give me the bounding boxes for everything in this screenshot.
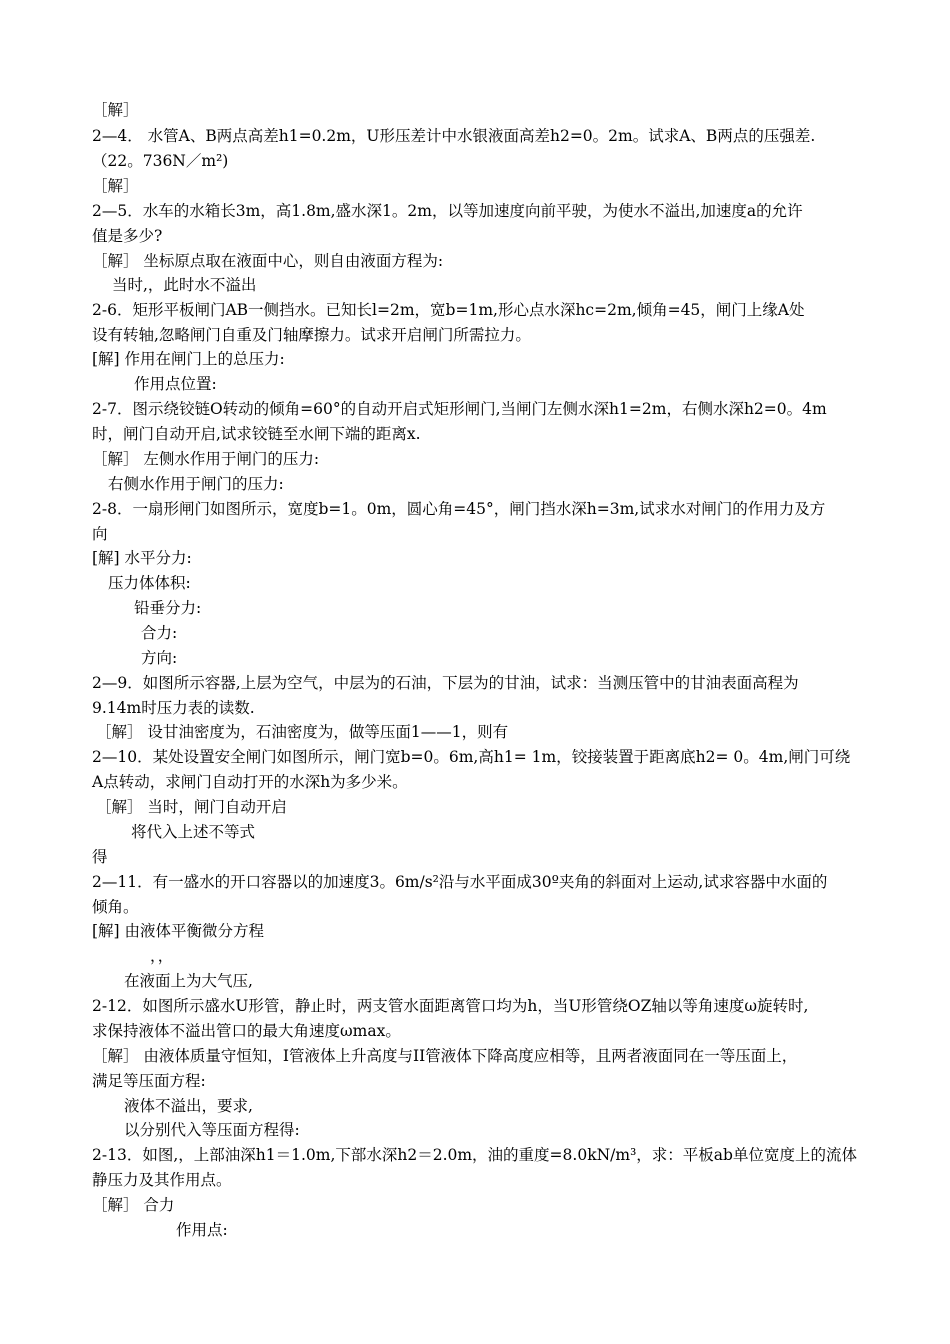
text-line: 2—11．有一盛水的开口容器以的加速度3。6m/s²沿与水平面成30º夹角的斜面对上运动,试求容器中水面的 bbox=[92, 873, 828, 891]
text-line: ［解］ 当时，闸门自动开启 bbox=[96, 798, 287, 816]
text-line: 2-12．如图所示盛水U形管，静止时，两支管水面距离管口均为h，当U形管绕OZ轴以等角速度ω旋转时, bbox=[92, 997, 809, 1015]
text-line: ［解］ 左侧水作用于闸门的压力: bbox=[92, 450, 320, 468]
text-line: ［解］ bbox=[92, 101, 139, 119]
text-line: 设有转轴,忽略闸门自重及门轴摩擦力。试求开启闸门所需拉力。 bbox=[92, 326, 531, 344]
text-line: 值是多少? bbox=[92, 227, 163, 245]
text-line: 时，闸门自动开启,试求铰链至水闸下端的距离x. bbox=[92, 425, 421, 443]
text-line: [解] 作用在闸门上的总压力: bbox=[92, 350, 285, 368]
text-line: 静压力及其作用点。 bbox=[92, 1171, 232, 1189]
text-line: 9.14m时压力表的读数. bbox=[92, 699, 255, 717]
text-line: 向 bbox=[92, 525, 108, 543]
text-line: 倾角。 bbox=[92, 898, 139, 916]
text-line: 2-8．一扇形闸门如图所示，宽度b=1。0m，圆心角=45°，闸门挡水深h=3m,试求水对闸门的作用力及方 bbox=[92, 500, 826, 518]
text-line: 作用点: bbox=[176, 1221, 228, 1239]
text-line: 满足等压面方程: bbox=[92, 1072, 206, 1090]
text-line: 合力: bbox=[141, 624, 178, 642]
text-line: ［解］ 设甘油密度为，石油密度为，做等压面1——1，则有 bbox=[96, 723, 509, 741]
text-line: 2-13．如图,，上部油深h1＝1.0m,下部水深h2＝2.0m，油的重度=8.0kN/m³，求：平板ab单位宽度上的流体 bbox=[92, 1146, 857, 1164]
text-line: ［解］ bbox=[92, 177, 139, 195]
text-line: ［解］ 合力 bbox=[92, 1196, 175, 1214]
text-line: ［解］ 坐标原点取在液面中心，则自由液面方程为: bbox=[92, 252, 444, 270]
text-line: A点转动，求闸门自动打开的水深h为多少米。 bbox=[92, 773, 408, 791]
text-line: 求保持液体不溢出管口的最大角速度ωmax。 bbox=[92, 1022, 401, 1040]
text-line: 压力体体积: bbox=[108, 574, 191, 592]
text-line: 右侧水作用于闸门的压力: bbox=[108, 475, 284, 493]
text-line: [解] 由液体平衡微分方程 bbox=[92, 922, 265, 940]
text-line: 2-7．图示绕铰链O转动的倾角=60°的自动开启式矩形闸门,当闸门左侧水深h1=2m，右侧水深h2=0。4m bbox=[92, 400, 827, 418]
text-line: ，， bbox=[150, 947, 174, 965]
text-line: 得 bbox=[92, 848, 108, 866]
text-line: 作用点位置: bbox=[134, 375, 217, 393]
text-line: 2-6．矩形平板闸门AB一侧挡水。已知长l=2m，宽b=1m,形心点水深hc=2m,倾角=45，闸门上缘A处 bbox=[92, 301, 805, 319]
text-line: 方向: bbox=[141, 649, 178, 667]
text-line: 液体不溢出，要求, bbox=[124, 1097, 253, 1115]
text-line: [解] 水平分力: bbox=[92, 549, 192, 567]
text-line: 2—4． 水管A、B两点高差h1=0.2m，U形压差计中水银液面高差h2=0。2m。试求A、B两点的压强差. bbox=[92, 127, 816, 145]
text-line: 以分别代入等压面方程得: bbox=[124, 1121, 300, 1139]
text-line: 当时,，此时水不溢出 bbox=[112, 276, 257, 294]
text-line: ［解］ 由液体质量守恒知，I管液体上升高度与II管液体下降高度应相等，且两者液面同在一等压面上， bbox=[92, 1047, 798, 1065]
text-line: 将代入上述不等式 bbox=[131, 823, 256, 841]
text-line: 2—10．某处设置安全闸门如图所示，闸门宽b=0。6m,高h1= 1m，铰接装置于距离底h2= 0。4m,闸门可绕 bbox=[92, 748, 851, 766]
text-line: 铅垂分力: bbox=[134, 599, 202, 617]
text-line: 2—5．水车的水箱长3m，高1.8m,盛水深1。2m，以等加速度向前平驶，为使水不溢出,加速度a的允许 bbox=[92, 202, 803, 220]
text-line: 在液面上为大气压, bbox=[124, 972, 253, 990]
text-line: （22。736N／m²) bbox=[92, 152, 229, 170]
text-line: 2—9．如图所示容器,上层为空气，中层为的石油，下层为的甘油，试求：当测压管中的甘油表面高程为 bbox=[92, 674, 799, 692]
